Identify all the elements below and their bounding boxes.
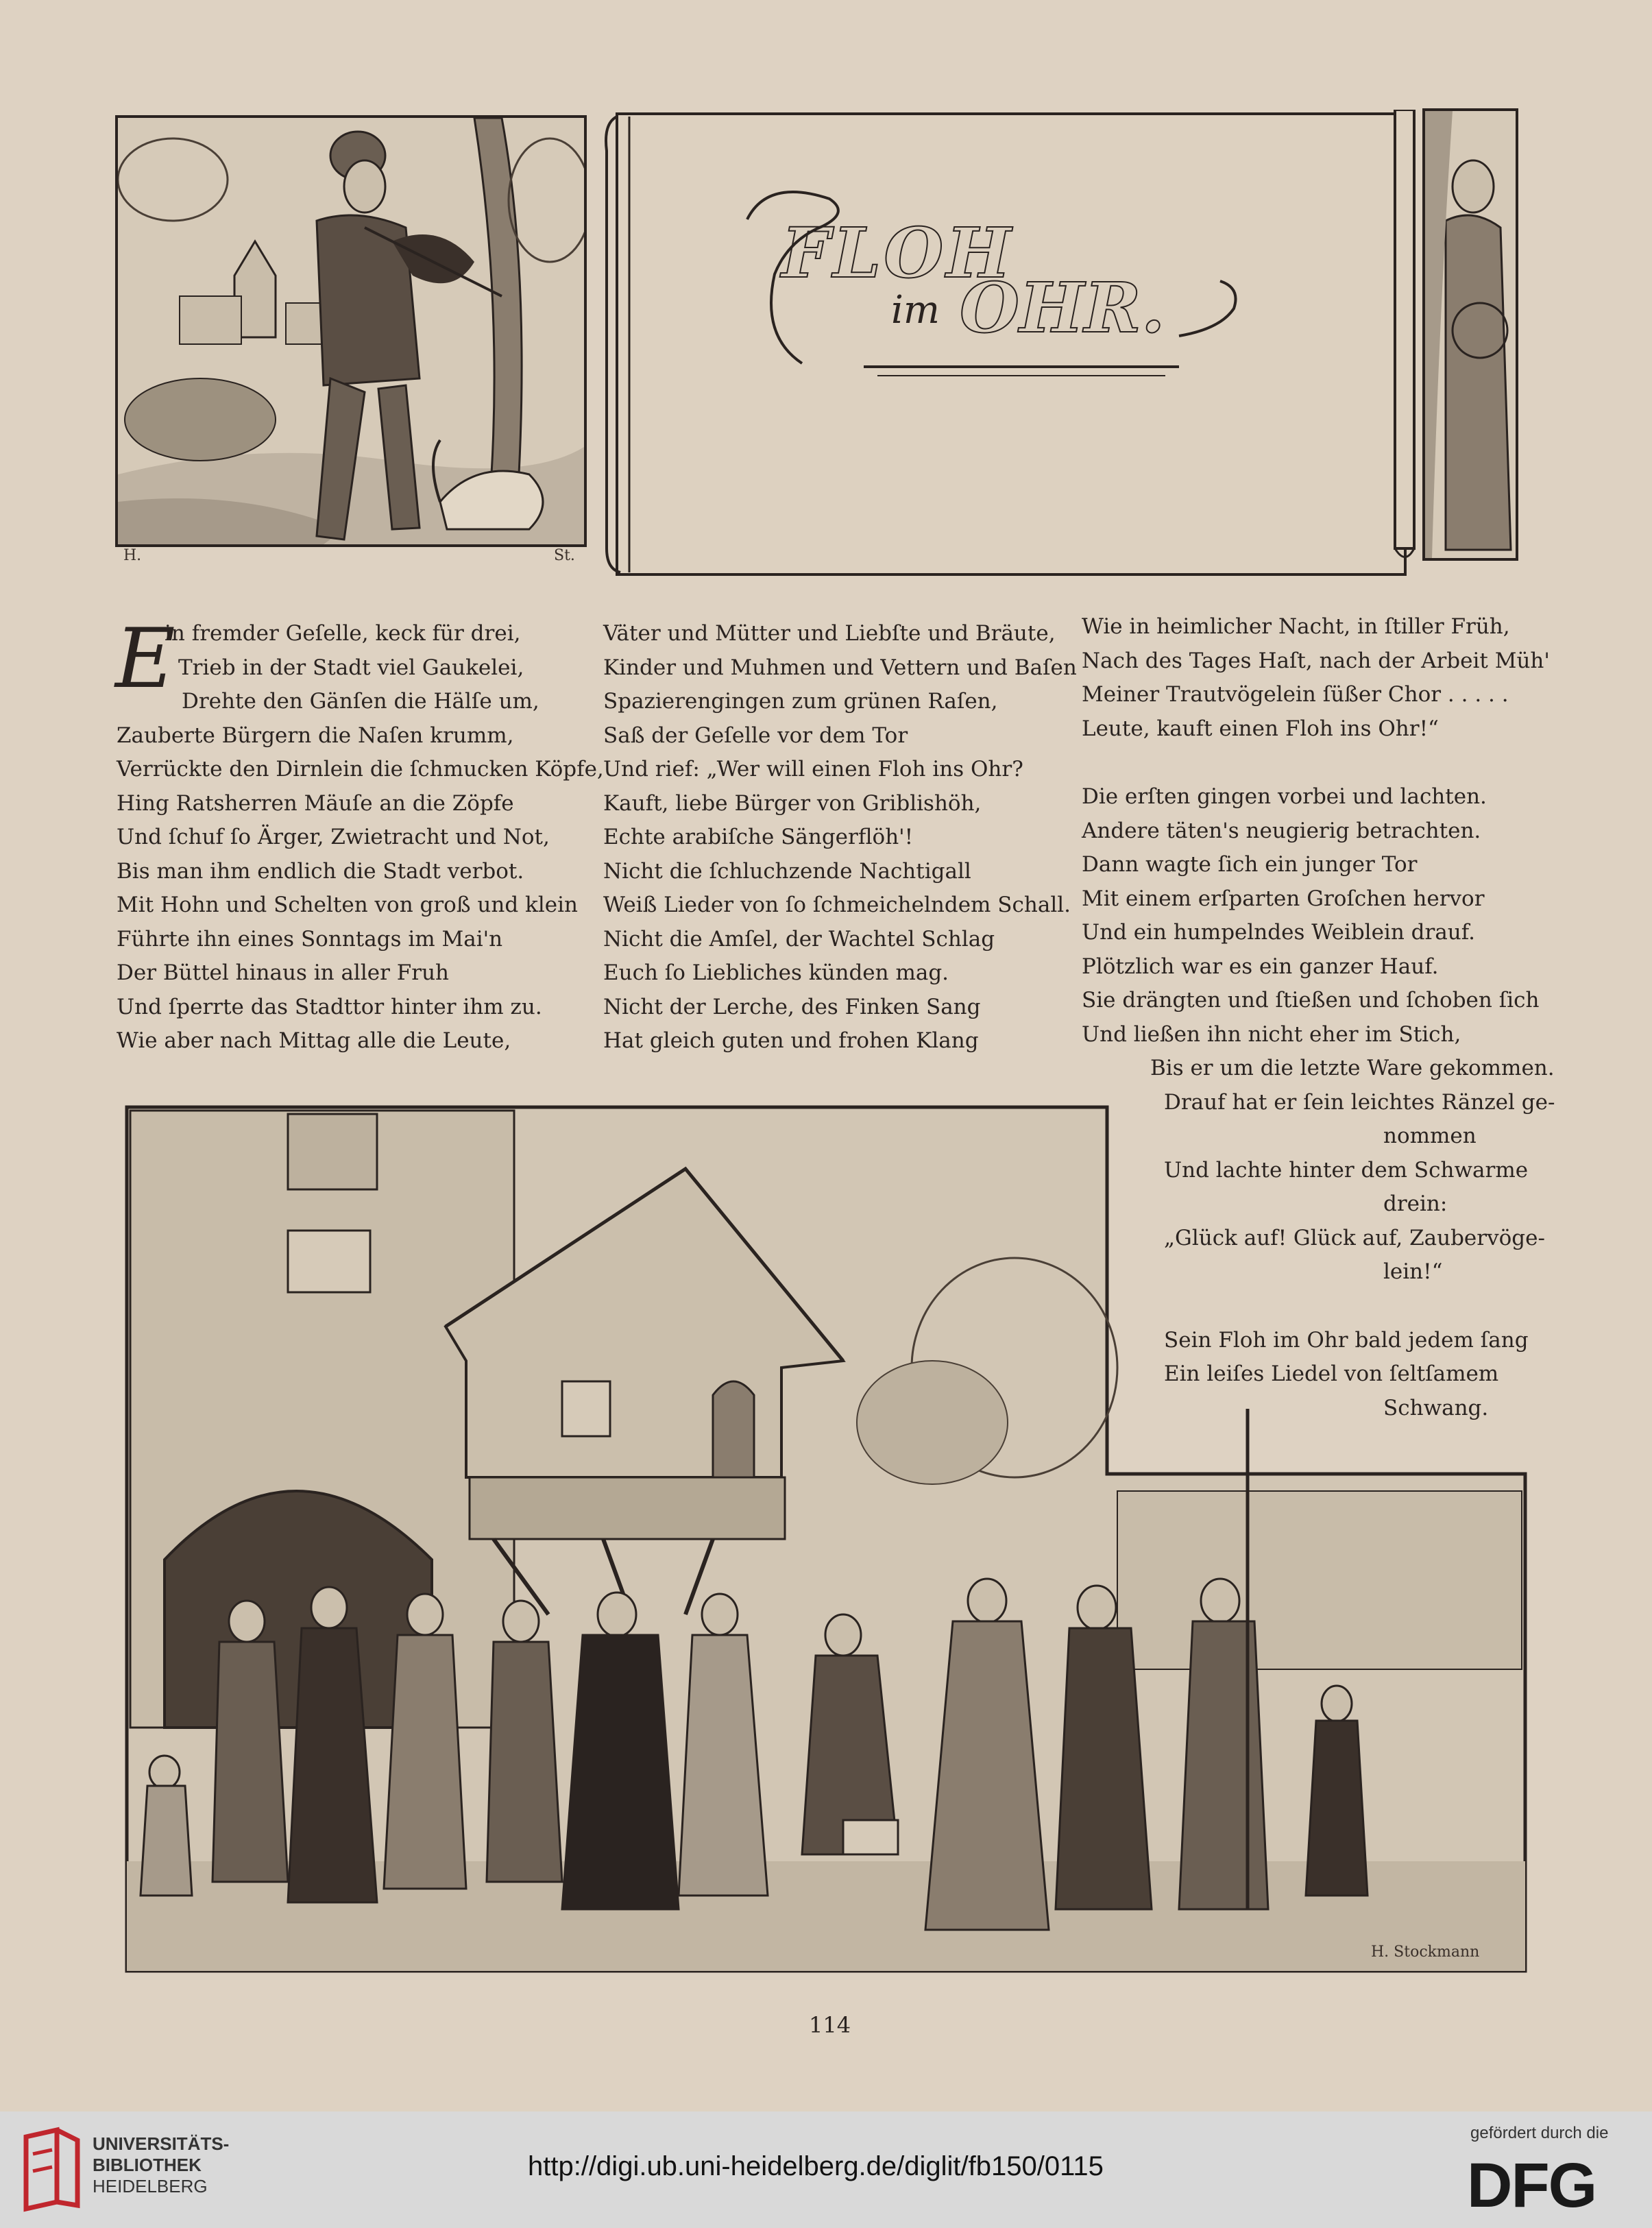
poem-line: Echte arabiſche Sängerflöh'!	[603, 825, 914, 849]
poem-line: Drauf hat er ſein leichtes Ränzel ge-	[1164, 1089, 1555, 1115]
poem-line: Führte ihn eines Sonntags im Mai'n	[117, 926, 503, 952]
poem-line: Hat gleich guten und frohen Klang	[603, 1028, 979, 1053]
fiddler-drawing	[118, 118, 584, 544]
peeking-woman-illustration	[1422, 108, 1518, 561]
poem-line: Schwang.	[1383, 1395, 1489, 1420]
woman-drawing	[1425, 111, 1516, 558]
poem-line: Und rief: „Wer will einen Floh ins Ohr?	[603, 757, 1023, 782]
footer-bar	[0, 2111, 1652, 2228]
library-name-line: BIBLIOTHEK	[93, 2155, 202, 2175]
poem-line: Nicht die Amſel, der Wachtel Schlag	[603, 926, 995, 952]
poem-line: Wie in heimlicher Nacht, in ſtiller Früh,	[1082, 614, 1510, 639]
poem-line: Spazierengingen zum grünen Raſen,	[603, 689, 998, 714]
page-number: 114	[809, 2012, 851, 2038]
crowd-drawing	[123, 1093, 1529, 1974]
poem-line: Und ließen ihn nicht eher im Stich,	[1082, 1021, 1461, 1047]
poem-line: Und ein humpelndes Weiblein drauf.	[1082, 920, 1475, 945]
poem-line: Wie aber nach Mittag alle die Leute,	[117, 1028, 511, 1053]
poem-line: Und lachte hinter dem Schwarme	[1164, 1157, 1529, 1183]
illustrator-initial-2: St.	[554, 547, 575, 564]
fiddler-illustration	[115, 115, 587, 547]
title-floh: FLOH	[781, 213, 1014, 293]
poem-line: Der Büttel hinaus in aller Fruh	[117, 960, 450, 985]
poem-line: Andere täten's neugierig betrachten.	[1082, 818, 1481, 843]
poem-column-1	[115, 612, 604, 1058]
library-name-line: UNIVERSITÄTS-	[93, 2133, 230, 2154]
poem-line: Euch ſo Liebliches künden mag.	[603, 960, 949, 985]
poem-line: Meiner Trautvögelein ſüßer Chor . . . . .	[1082, 682, 1509, 707]
poem-line: nommen	[1383, 1124, 1477, 1148]
poem-line: Sein Floh im Ohr bald jedem ſang	[1164, 1327, 1529, 1353]
poem-line: Die erſten gingen vorbei und lachten.	[1082, 784, 1487, 809]
poem-line: in fremder Geſelle, keck für drei,	[165, 621, 521, 646]
dfg-logo: DFG	[1467, 2151, 1596, 2220]
poem-line: Hing Ratsherren Mäuſe an die Zöpfe	[117, 790, 514, 816]
poem-line: Bis man ihm endlich die Stadt verbot.	[117, 858, 524, 884]
poem-line: Mit einem erſparten Groſchen hervor	[1082, 886, 1485, 911]
poem-line: Ein leiſes Liedel von ſeltſamem	[1164, 1361, 1499, 1386]
poem-line: Dann wagte ſich ein junger Tor	[1082, 852, 1418, 877]
poem-line: Nach des Tages Haſt, nach der Arbeit Müh'	[1082, 648, 1550, 673]
poem-line: Mit Hohn und Schelten von groß und klein	[117, 893, 578, 917]
poem-line: Väter und Mütter und Liebſte und Bräute,	[603, 621, 1056, 646]
illustrator-signature: H. Stockmann	[1371, 1944, 1480, 1961]
university-library-logo-icon	[19, 2127, 81, 2212]
poem-line: Kauft, liebe Bürger von Griblishöh,	[603, 790, 982, 816]
poem-line: Drehte den Gänſen die Hälſe um,	[182, 689, 539, 714]
stanza-gap	[1082, 746, 1541, 780]
poem-line: Zauberte Bürgern die Naſen krumm,	[117, 723, 514, 748]
poem-line: Weiß Lieder von ſo ſchmeichelndem Schall.	[603, 893, 1071, 917]
poem-line: Bis er um die letzte Ware gekommen.	[1150, 1056, 1555, 1080]
illustrator-initial: H.	[123, 547, 142, 564]
poem-line: Saß der Geſelle vor dem Tor	[603, 723, 908, 748]
library-name	[93, 2133, 229, 2197]
library-name-line: HEIDELBERG	[93, 2176, 208, 2196]
poem-line: „Glück auf! Glück auf, Zaubervöge-	[1164, 1225, 1545, 1250]
poem-line: Nicht der Lerche, des Finken Sang	[603, 994, 981, 1019]
funded-by-label: gefördert durch die	[1470, 2124, 1609, 2142]
poem-line: Sie drängten und ſtießen und ſchoben ſich	[1082, 988, 1540, 1013]
poem-line: Und ſperrte das Stadttor hinter ihm zu.	[117, 994, 542, 1019]
poem-line: Und ſchuf ſo Ärger, Zwietracht und Not,	[117, 825, 550, 849]
poem-line: Plötzlich war es ein ganzer Hauf.	[1082, 954, 1439, 979]
poem-line: lein!“	[1383, 1259, 1443, 1284]
poem-line: Leute, kauft einen Floh ins Ohr!“	[1082, 716, 1439, 741]
poem-column-2	[603, 617, 1077, 1058]
permalink-url[interactable]: http://digi.ub.uni-heidelberg.de/diglit/fb150/0115	[528, 2151, 1104, 2181]
poem-line: Verrückte den Dirnlein die ſchmucken Köpfe,	[117, 757, 604, 782]
poem-line: Nicht die ſchluchzende Nachtigall	[603, 858, 971, 884]
poem-line: Kinder und Muhmen und Vettern und Baſen	[603, 655, 1077, 680]
title-ohr: OHR.	[960, 267, 1165, 348]
poem-line: drein:	[1383, 1191, 1448, 1216]
drop-cap: E	[115, 612, 175, 707]
crowd-illustration	[123, 1093, 1529, 1974]
poem-line: Trieb in der Stadt viel Gaukelei,	[178, 655, 524, 680]
title-im: im	[891, 288, 940, 332]
